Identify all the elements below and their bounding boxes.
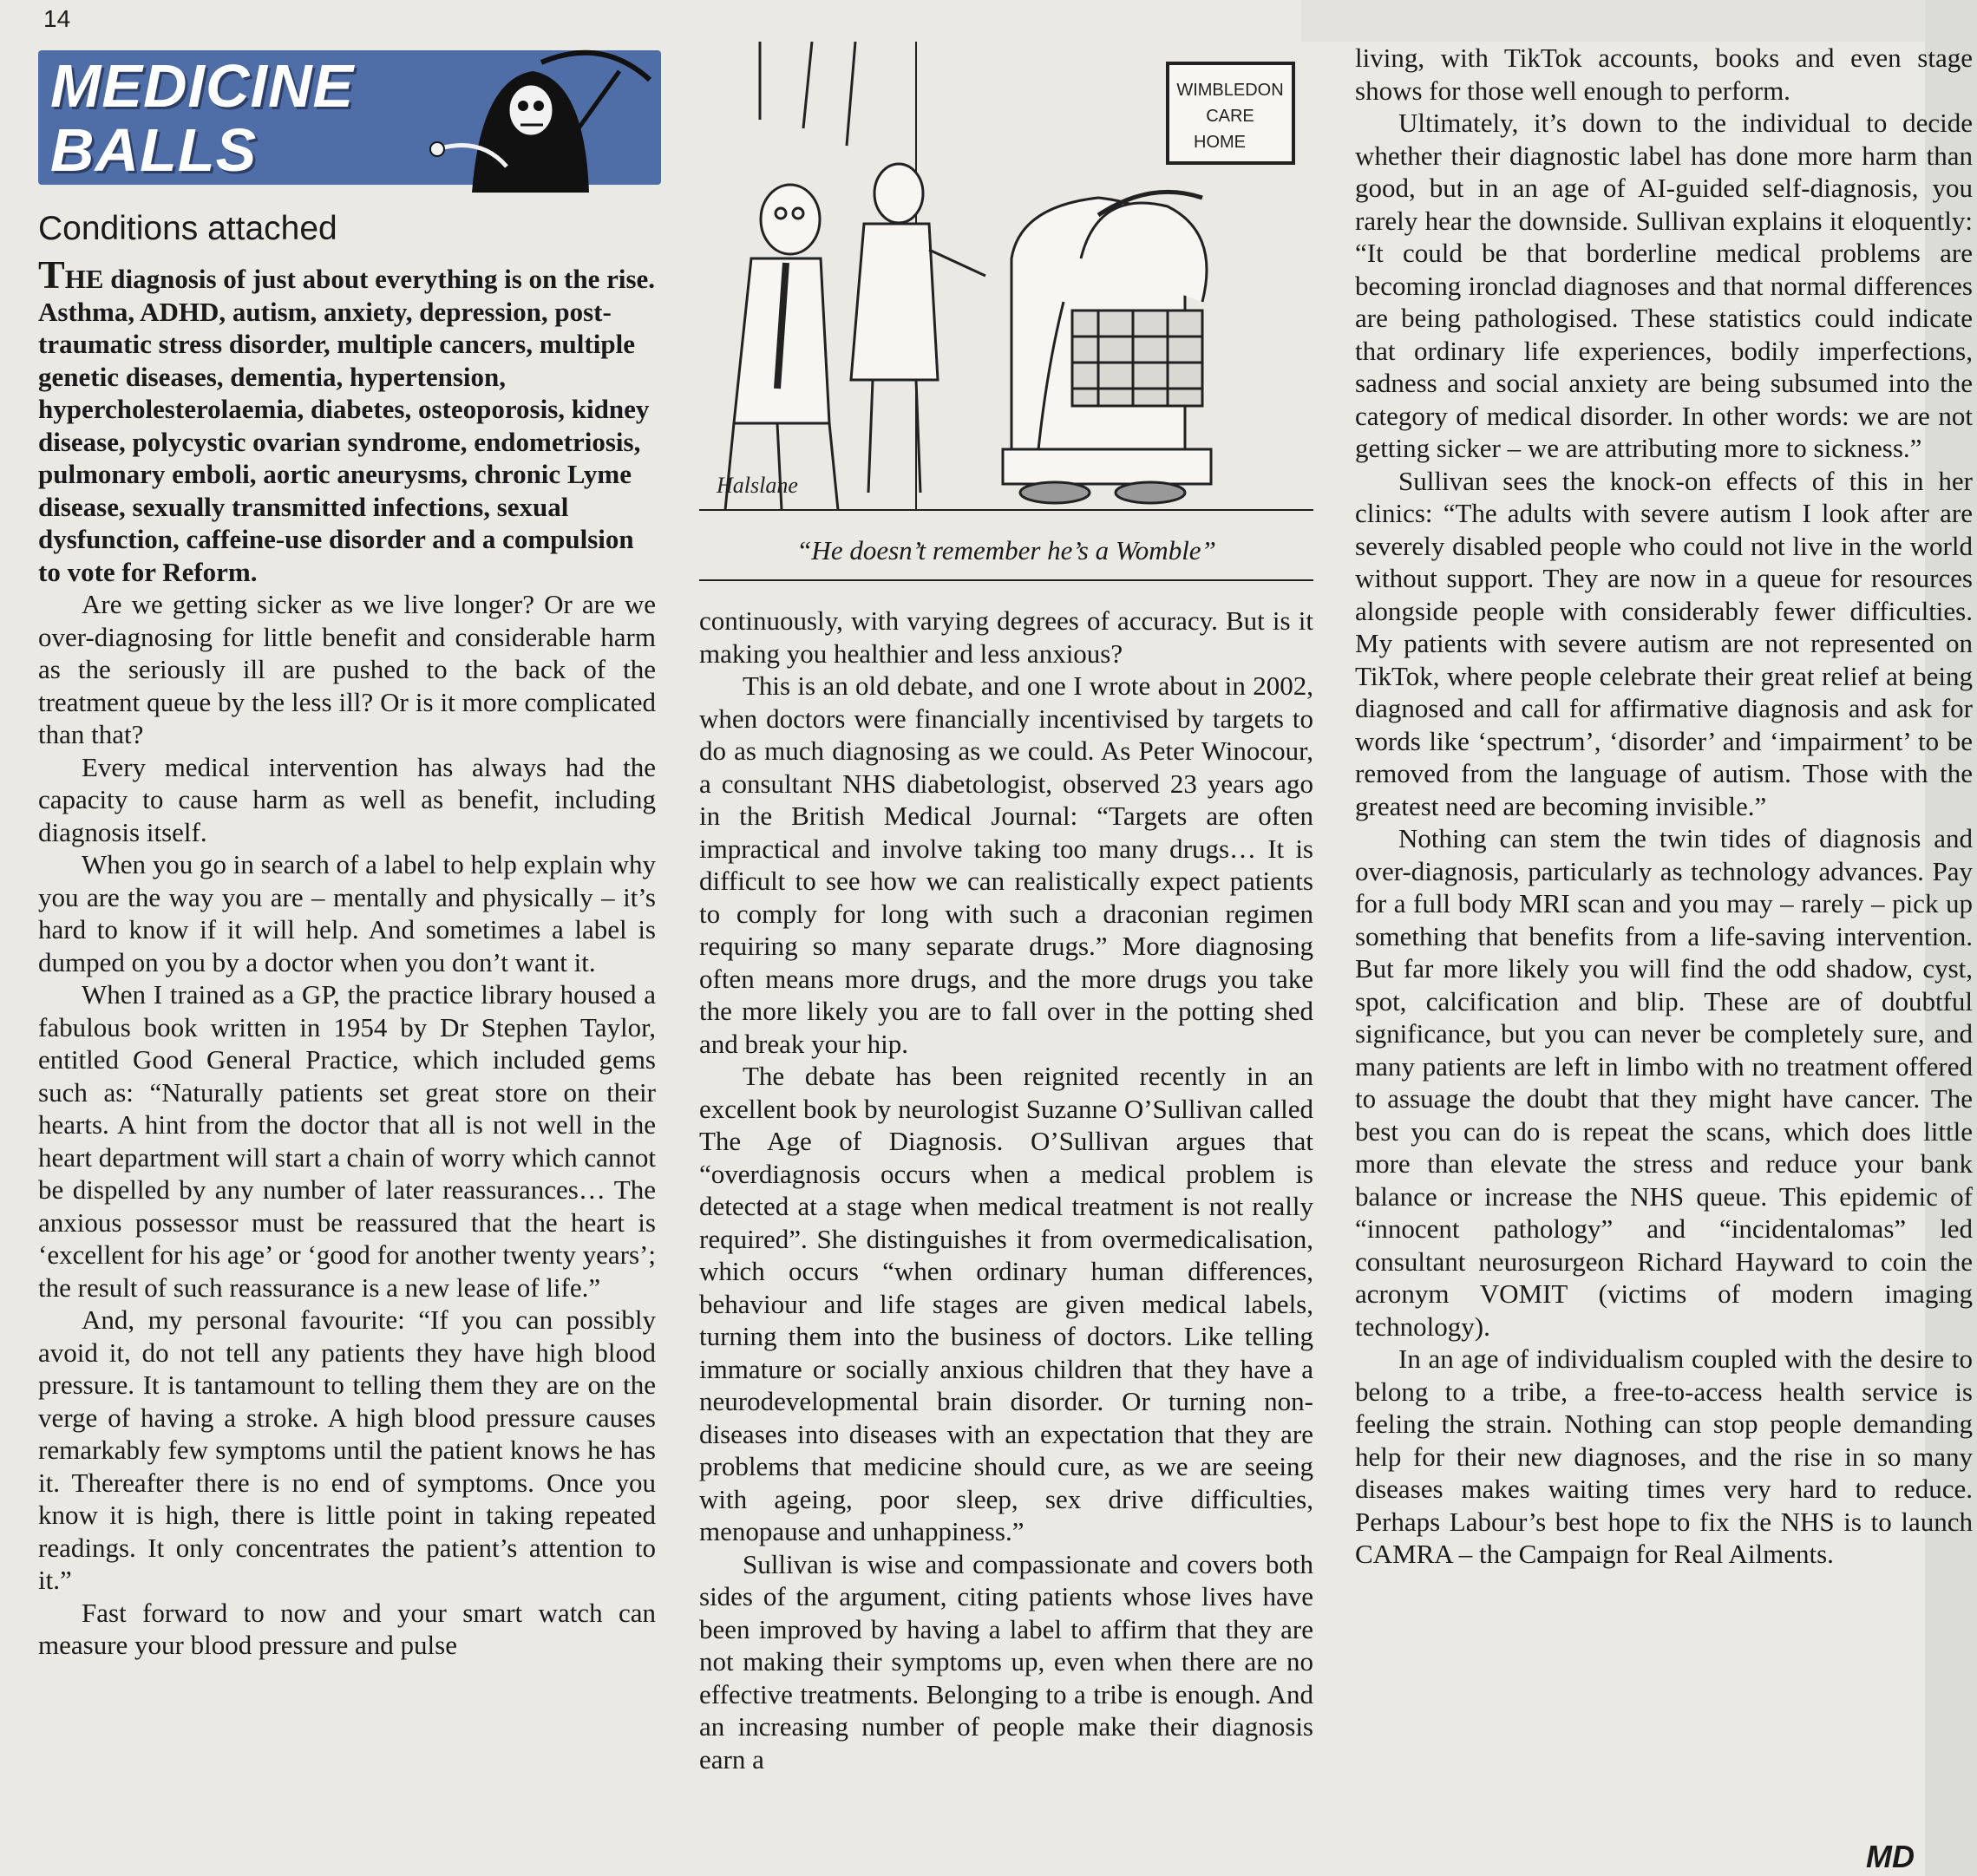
paragraph: Are we getting sicker as we live longer? Or are we over-diagnosing for little benefit and considerable harm as the seriously ill are pushed to the back of the treatment queue by the less ill? Or is it more complicated than that?	[38, 589, 656, 749]
article-column-2	[699, 605, 1313, 1775]
masthead-line2: BALLS	[50, 116, 258, 184]
author-signoff: MD	[1866, 1839, 1915, 1874]
cartoonist-signature: Halslane	[717, 473, 798, 498]
paragraph: Nothing can stem the twin tides of diagnosis and over-diagnosis, particularly as technology advances. Pay for a full body MRI scan and you may – rarely – pick up something that benefits from a life-saving intervention. But far more likely you will find the odd shadow, cyst, spot, calcification and blip. These are of doubtful significance, but you can never be completely sure, and many patients are left in limbo with no treatment offered to assuage the doubt that they might have cancer. The best you can do is repeat the scans, which does little more than elevate the stress and reduce your bank balance or increase the NHS queue. This epidemic of “innocent pathology” and “incidentalomas” led consultant neurosurgeon Richard Hayward to coin the acronym VOMIT (victims of modern imaging technology).	[1355, 823, 1973, 1342]
cartoon-caption: “He doesn’t remember he’s a Womble”	[796, 535, 1216, 565]
care-home-sign	[1168, 63, 1293, 163]
article-headline: Conditions attached	[38, 210, 337, 247]
paragraph: continuously, with varying degrees of accuracy. But is it making you healthier and less anxious?	[699, 605, 1313, 669]
drop-cap: T	[38, 252, 65, 297]
paragraph: Fast forward to now and your smart watch can measure your blood pressure and pulse	[38, 1597, 656, 1660]
grim-reaper-illustration	[403, 45, 663, 193]
paragraph: When you go in search of a label to help explain why you are the way you are – mentally and physically – it’s hard to know if it will help. And sometimes a label is dumped on you by a doctor when you don’t want it.	[38, 849, 656, 977]
cartoon-illustration	[699, 42, 1313, 527]
masthead-line1: MEDICINE	[50, 52, 355, 120]
article-column-1	[38, 208, 656, 1662]
paragraph: When I trained as a GP, the practice library housed a fabulous book written in 1954 by Dr Stephen Taylor, entitled Good General Practice, which included gems such as: “Naturally patients set great store on their hearts. A hint from the doctor that all is not well in the heart department will start a chain of worry which cannot be dispelled by any number of later reassurances… The anxious possessor must be reassured that the heart is ‘excellent for his age’ or ‘good for another twenty years’; the result of such reassurance is a new lease of life.”	[38, 979, 656, 1303]
paragraph: Sullivan sees the knock-on effects of this in her clinics: “The adults with severe autism I look after are severely disabled people who could not live in the world without support. They are now in a queue for resources alongside people with considerably fewer difficulties. My patients with severe autism are not represented on TikTok, where people celebrate their great relief at being diagnosed and call for affirmative diagnosis and ask for words like ‘spectrum’, ‘disorder’ and ‘impairment’ to be removed from the language of autism. Those with the greatest need are becoming invisible.”	[1355, 465, 1973, 821]
adjacent-page-bleed-top	[1301, 0, 1977, 42]
paragraph: living, with TikTok accounts, books and even stage shows for those well enough to perform.	[1355, 42, 1973, 106]
article-lead	[38, 252, 656, 588]
sign-text-1: WIMBLEDON	[1176, 81, 1284, 100]
wombles-in-armchair	[1003, 192, 1211, 503]
sign-text-2: CARE	[1206, 107, 1254, 126]
paragraph: In an age of individualism coupled with the desire to belong to a tribe, a free-to-access health service is feeling the strain. Nothing can stop people demanding help for their new diagnoses, and the rise in so many diseases makes waiting times very hard to reduce. Perhaps Labour’s best hope to fix the NHS is to launch CAMRA – the Campaign for Real Ailments.	[1355, 1343, 1973, 1569]
caption-divider	[699, 579, 1313, 581]
sign-text-3: HOME	[1194, 133, 1246, 152]
paragraph: Sullivan is wise and compassionate and covers both sides of the argument, citing patients whose lives have been improved by having a label to affirm that they are not making their symptoms up, even when there are no effective treatments. Belonging to a tribe is enough. And an increasing number of people make their diagnosis earn a	[699, 1548, 1313, 1775]
paragraph: Ultimately, it’s down to the individual to decide whether their diagnostic label has done more harm than good, but in an age of AI-guided self-diagnosis, you rarely hear the downside. Sullivan explains it eloquently: “It could be that borderline medical problems are becoming ironclad diagnoses and that normal differences are being pathologised. These statistics could indicate that ordinary life experiences, bodily imperfections, sadness and social anxiety are being subsumed into the category of medical disorder. In other words: we are not getting sicker – we are attributing more to sickness.”	[1355, 108, 1973, 463]
column-masthead	[38, 50, 661, 185]
masthead-title	[50, 54, 432, 182]
paragraph: Every medical intervention has always had the capacity to cause harm as well as benefit, including diagnosis itself.	[38, 751, 656, 847]
paragraph: The debate has been reignited recently in an excellent book by neurologist Suzanne O’Sullivan called The Age of Diagnosis. O’Sullivan argues that “overdiagnosis occurs when a medical problem is detected at a stage when medical treatment is not really required”. She distinguishes it from overmedicalisation, which occurs “when ordinary human differences, behaviour and life stages are given medical labels, turning them into the business of doctors. Like telling immature or socially anxious children that they have a neurodevelopmental brain disorder. Or turning non-diseases into diseases with an expectation that they are problems that medicine should cure, as we are seeing with ageing, poor sleep, sex drive difficulties, menopause and unhappiness.”	[699, 1061, 1313, 1546]
lead-text: HE diagnosis of just about everything is on the rise. Asthma, ADHD, autism, anxiety, depression, post-traumatic stress disorder, multiple cancers, multiple genetic diseases, dementia, hypertension, hypercholesterolaemia, diabetes, osteoporosis, kidney disease, polycystic ovarian syndrome, endometriosis, pulmonary emboli, aortic aneurysms, chronic Lyme disease, sexually transmitted infections, sexual dysfunction, caffeine-use disorder and a compulsion to vote for Reform.	[38, 264, 656, 587]
article-column-3	[1355, 42, 1973, 1571]
page-number: 14	[43, 5, 71, 32]
paragraph: And, my personal favourite: “If you can possibly avoid it, do not tell any patients they have high blood pressure. It is tantamount to telling them they are on the verge of having a stroke. A high blood pressure causes remarkably few symptoms until the patient knows he has it. Thereafter there is no end of symptoms. Once you know it is high, there is little point in taking repeated readings. It only concentrates the patient’s attention to it.”	[38, 1304, 656, 1595]
paragraph: This is an old debate, and one I wrote about in 2002, when doctors were financially incentivised by targets to do as much diagnosing as we could. As Peter Winocour, a consultant NHS diabetologist, observed 23 years ago in the British Medical Journal: “Targets are often impractical and involve taking too many drugs… It is difficult to see how we can realistically expect patients to comply for long with such a draconian regimen requiring so many separate drugs.” More diagnosing often means more drugs, and the more drugs you take the more likely you are to fall over in the potting shed and break your hip.	[699, 670, 1313, 1059]
